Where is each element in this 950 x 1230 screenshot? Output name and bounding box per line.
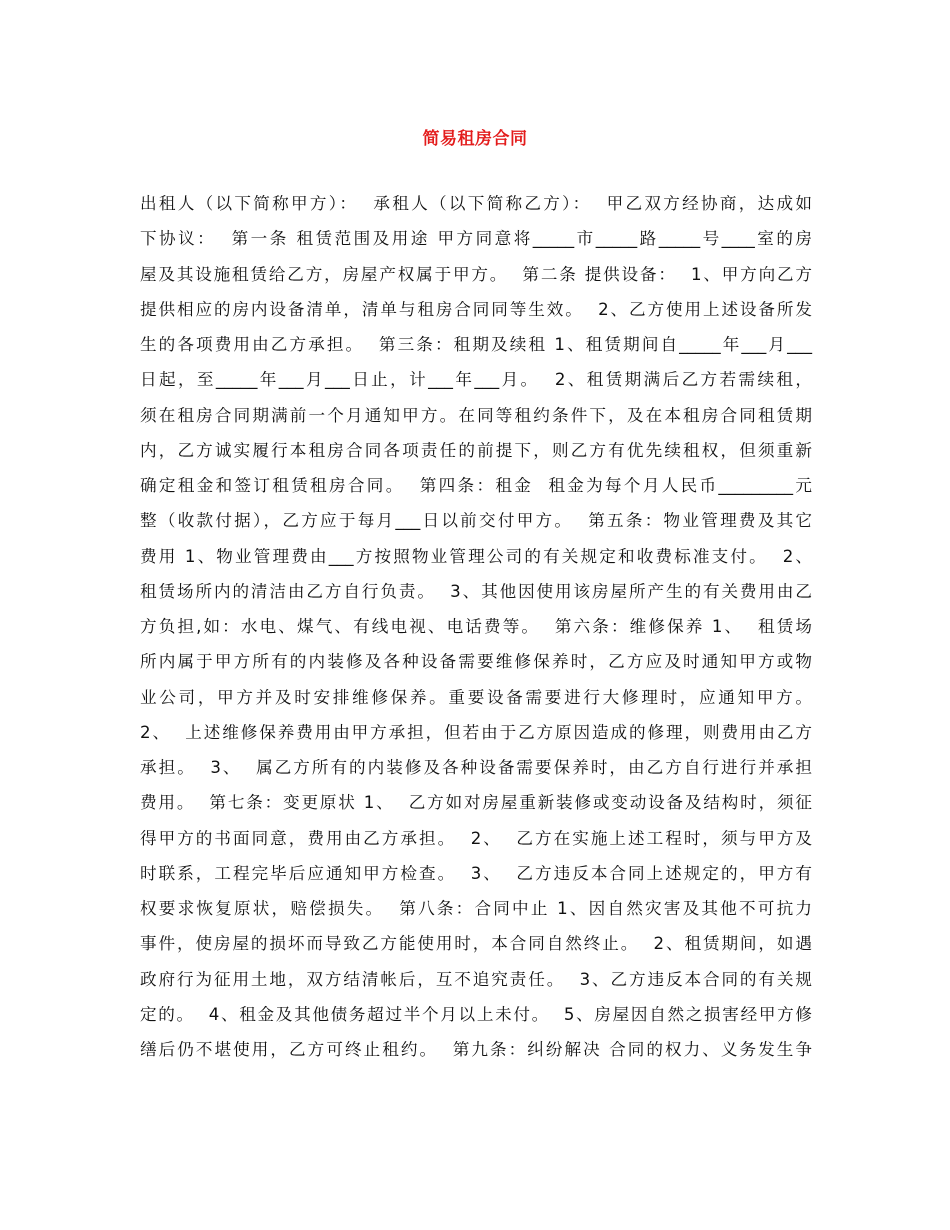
body-line: 时联系，工程完毕后应通知甲方检查。 3、 乙方违反本合同上述规定的，甲方有 (140, 863, 812, 883)
body-line: 2、 上述维修保养费用由甲方承担，但若由于乙方原因造成的修理，则费用由乙方 (140, 722, 812, 742)
body-line: 下协议： 第一条 租赁范围及用途 甲方同意将_____市_____路_____号____室的房 (140, 229, 812, 249)
body-line: 方负担,如：水电、煤气、有线电视、电话费等。 第六条：维修保养 1、 租赁场 (140, 617, 812, 636)
body-line: 事件，使房屋的损坏而导致乙方能使用时，本合同自然终止。 2、租赁期间，如遇 (140, 934, 812, 954)
body-line: 得甲方的书面同意，费用由乙方承担。 2、 乙方在实施上述工程时，须与甲方及 (140, 828, 812, 848)
body-line: 权要求恢复原状，赔偿损失。 第八条：合同中止 1、因自然灾害及其他不可抗力 (140, 899, 812, 918)
body-line: 业公司，甲方并及时安排维修保养。重要设备需要进行大修理时，应通知甲方。 (140, 687, 812, 707)
body-line: 缮后仍不堪使用，乙方可终止租约。 第九条：纠纷解决 合同的权力、义务发生争 (140, 1040, 812, 1059)
body-line: 整（收款付据），乙方应于每月___日以前交付甲方。 第五条：物业管理费及其它 (140, 511, 812, 531)
body-line: 政府行为征用土地，双方结清帐后，互不追究责任。 3、乙方违反本合同的有关规 (140, 969, 812, 989)
body-line: 承担。 3、 属乙方所有的内装修及各种设备需要保养时，由乙方自行进行并承担 (140, 758, 812, 777)
body-line: 租赁场所内的清洁由乙方自行负责。 3、其他因使用该房屋所产生的有关费用由乙 (140, 581, 812, 601)
body-line: 提供相应的房内设备清单，清单与租房合同同等生效。 2、乙方使用上述设备所发 (140, 299, 812, 319)
contract-body (140, 186, 812, 1067)
body-line: 屋及其设施租赁给乙方，房屋产权属于甲方。 第二条 提供设备： 1、甲方向乙方 (140, 264, 812, 284)
body-line: 须在租房合同期满前一个月通知甲方。在同等租约条件下，及在本租房合同租赁期 (140, 405, 812, 425)
body-line: 费用 1、物业管理费由___方按照物业管理公司的有关规定和收费标准支付。 2、 (140, 546, 812, 566)
body-line: 日起，至_____年___月___日止，计___年___月。 2、租赁期满后乙方若需续租， (140, 370, 812, 390)
body-line: 生的各项费用由乙方承担。 第三条：租期及续租 1、租赁期间自_____年___月___ (140, 335, 812, 354)
body-line: 内，乙方诚实履行本租房合同各项责任的前提下，则乙方有优先续租权，但须重新 (140, 440, 812, 460)
body-line: 出租人（以下简称甲方）： 承租人（以下简称乙方）： 甲乙双方经协商，达成如 (140, 194, 812, 213)
body-line: 确定租金和签订租赁租房合同。 第四条：租金 租金为每个月人民币_________元 (140, 476, 812, 495)
document-title: 简易租房合同 (422, 129, 528, 149)
body-line: 所内属于甲方所有的内装修及各种设备需要维修保养时，乙方应及时通知甲方或物 (140, 652, 812, 672)
body-line: 费用。 第七条：变更原状 1、 乙方如对房屋重新装修或变动设备及结构时，须征 (140, 793, 812, 813)
body-line: 定的。 4、租金及其他债务超过半个月以上未付。 5、房屋因自然之损害经甲方修 (140, 1004, 812, 1024)
